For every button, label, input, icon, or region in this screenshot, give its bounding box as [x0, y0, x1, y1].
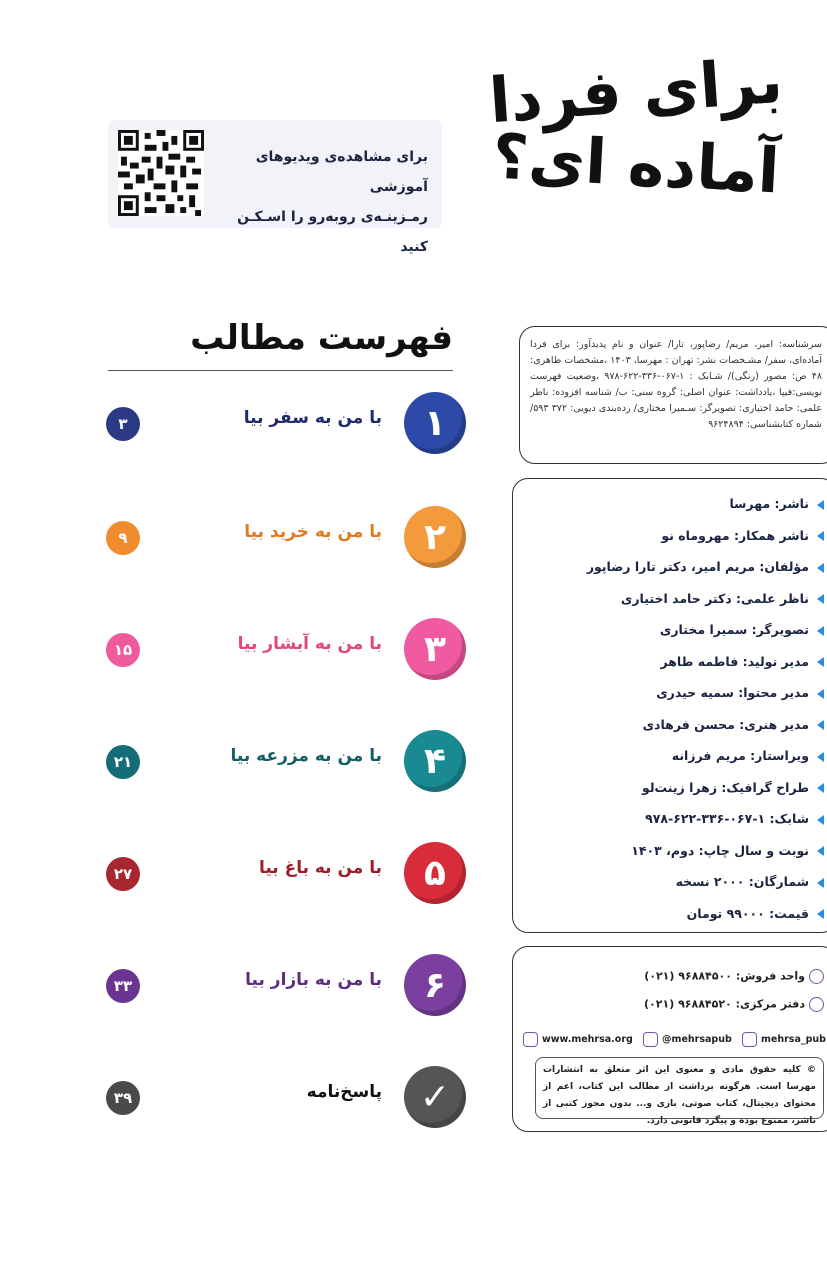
qr-code-icon[interactable]: [118, 130, 204, 216]
credits-box: [512, 478, 827, 933]
telegram-link[interactable]: mehrsa_pub: [742, 1029, 826, 1049]
bullet-icon: [817, 909, 824, 919]
toc-item[interactable]: [100, 392, 466, 462]
title-line-2: آماده ای؟: [490, 119, 782, 208]
bullet-icon: [817, 689, 824, 699]
toc-item[interactable]: [100, 842, 466, 912]
credit-line: مدیر هنری: محسن فرهادی: [519, 709, 824, 741]
credit-line: مؤلفان: مریم امیر، دکتر تارا رضاپور: [519, 551, 824, 583]
credit-line: مدیر محتوا: سمیه حیدری: [519, 677, 824, 709]
phone-icon: [809, 997, 824, 1012]
chapter-number-badge: ۱: [404, 392, 466, 454]
qr-text-line-2: رمـزینـه‌ی روبه‌رو را اسـکـن کنید: [237, 209, 428, 255]
bullet-icon: [817, 846, 824, 856]
chapter-title: با من به خرید بیا: [244, 522, 382, 542]
credit-line: طراح گرافیک: زهرا زینت‌لو: [519, 772, 824, 804]
credit-line: شابک: ۱-۰۶۷-۳۳۶-۶۲۲-۹۷۸: [519, 803, 824, 835]
bullet-icon: [817, 878, 824, 888]
chapter-title: با من به مزرعه بیا: [230, 746, 382, 766]
bullet-icon: [817, 815, 824, 825]
credit-line: نوبت و سال چاپ: دوم، ۱۴۰۳: [519, 835, 824, 867]
bullet-icon: [817, 531, 824, 541]
chapter-number-badge: ۵: [404, 842, 466, 904]
toc-item[interactable]: [100, 618, 466, 688]
social-links: [523, 1029, 826, 1049]
qr-text-line-1: برای مشاهده‌ی ویدیوهای آموزشی: [255, 149, 428, 195]
toc-heading: فهرست مطالب: [190, 318, 453, 358]
toc-item[interactable]: [100, 954, 466, 1024]
qr-box: [108, 120, 442, 255]
bullet-icon: [817, 563, 824, 573]
toc-item[interactable]: [100, 730, 466, 800]
instagram-link[interactable]: @mehrsapub: [643, 1029, 732, 1049]
qr-instructions: [208, 142, 428, 262]
page-number-badge: ۲۱: [106, 745, 140, 779]
page-number-badge: ۹: [106, 521, 140, 555]
page-number-badge: ۳۹: [106, 1081, 140, 1115]
credit-line: مدیر تولید: فاطمه طاهر: [519, 646, 824, 678]
bullet-icon: [817, 783, 824, 793]
chapter-title: پاسخ‌نامه: [306, 1082, 382, 1102]
credit-line: ناشر همکار: مهروماه نو: [519, 520, 824, 552]
bullet-icon: [817, 657, 824, 667]
bullet-icon: [817, 720, 824, 730]
page-number-badge: ۱۵: [106, 633, 140, 667]
page-number-badge: ۳۳: [106, 969, 140, 1003]
bullet-icon: [817, 752, 824, 762]
chapter-number-badge: ۲: [404, 506, 466, 568]
toc-divider: [108, 370, 453, 371]
credit-line: ویراستار: مریم فرزانه: [519, 740, 824, 772]
title-line-1: برای فردا: [486, 43, 786, 138]
credit-line: ناظر علمی: دکتر حامد اختیاری: [519, 583, 824, 615]
sales-phone[interactable]: واحد فروش: ۹۶۸۸۴۵۰۰ (۰۲۱): [644, 969, 824, 984]
contact-box: [512, 946, 827, 1132]
chapter-title: با من به باغ بیا: [258, 858, 382, 878]
credit-line: شمارگان: ۲۰۰۰ نسخه: [519, 866, 824, 898]
website-link[interactable]: www.mehrsa.org: [523, 1029, 633, 1049]
instagram-icon: [643, 1032, 658, 1047]
home-icon: [523, 1032, 538, 1047]
toc-item[interactable]: [100, 1066, 466, 1136]
bullet-icon: [817, 594, 824, 604]
chapter-number-badge: ۶: [404, 954, 466, 1016]
chapter-title: با من به بازار بیا: [245, 970, 382, 990]
office-phone[interactable]: دفتر مرکزی: ۹۶۸۸۴۵۲۰ (۰۲۱): [644, 997, 824, 1012]
credit-line: قیمت: ۹۹۰۰۰ تومان: [519, 898, 824, 930]
book-title: [471, 43, 801, 258]
cataloging-info: سرشناسه: امیر، مریم/ رضاپور، تارا/ عنوان و نام پدیدآور: برای فردا آماده‌ای، سفر/ مشـخصات نشر: تهران : مهرسا، ۱۴۰۳ ،مشخصات ظاهری: ۴۸ ص: مصور (رنگی)/ شـابک : ۱-۰۶۷-۳۳۶-۶۲۲-۹۷۸ ،وضعیت فهرست نویسی:فیپا ،یادداشت: عنوان اصلی: گروه سنی: ب/ شناسه افزوده: ناظر علمی: حامد اختیاری: تصویرگر: سـمیرا مختاری/ رده‌بندی دیویی: ۳۷۲ ۵۹۳/ شماره کتابشناسی: ۹۶۲۴۸۹۴: [519, 326, 827, 464]
phone-icon: [809, 969, 824, 984]
page-number-badge: ۲۷: [106, 857, 140, 891]
credit-line: ناشر: مهرسا: [519, 488, 824, 520]
chapter-title: با من به سفر بیا: [243, 408, 382, 428]
bullet-icon: [817, 626, 824, 636]
toc-item[interactable]: [100, 506, 466, 576]
page-number-badge: ۳: [106, 407, 140, 441]
answer-key-badge: ✓: [404, 1066, 466, 1128]
chapter-title: با من به آبشار بیا: [237, 634, 382, 654]
copyright-notice: © کلیه حقوق مادی و معنوی این اثر متعلق به انتشارات مهرسا است. هرگونه برداشت از مطالب این کتاب، اعم از محتوای دیجیتال، کتاب صوتی، بازی و... بدون مجوز کتبی از ناشر، ممنوع بوده و پیگرد قانونی دارد.: [535, 1057, 824, 1119]
bullet-icon: [817, 500, 824, 510]
credit-line: تصویرگر: سمیرا مختاری: [519, 614, 824, 646]
telegram-icon: [742, 1032, 757, 1047]
chapter-number-badge: ۴: [404, 730, 466, 792]
chapter-number-badge: ۳: [404, 618, 466, 680]
